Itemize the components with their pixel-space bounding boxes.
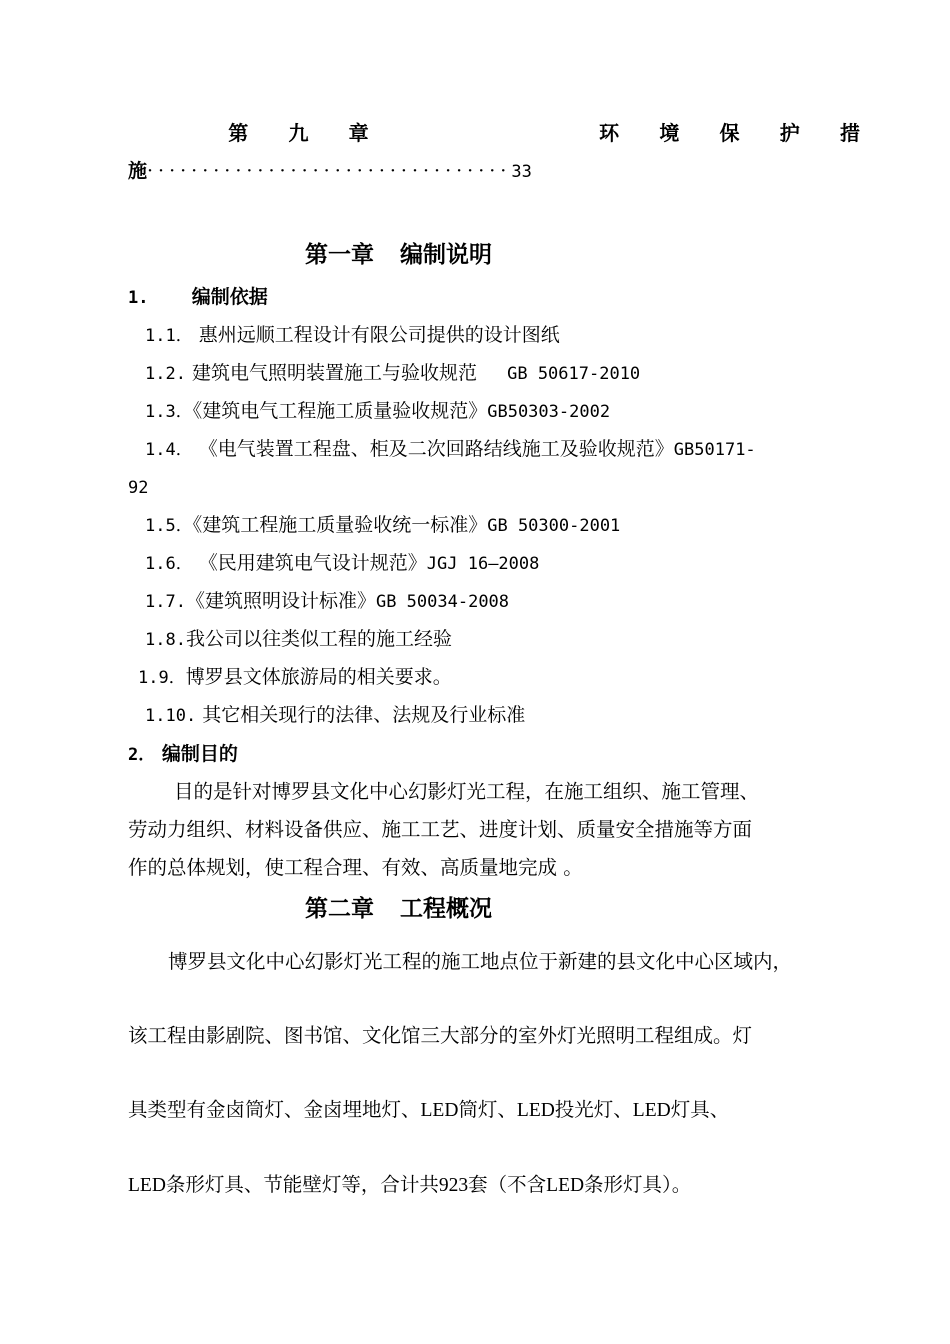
toc-entry-line2 bbox=[128, 158, 532, 185]
overview-line-2: 该工程由影剧院、图书馆、文化馆三大部分的室外灯光照明工程组成。灯 bbox=[128, 1026, 753, 1047]
section-1-heading bbox=[128, 284, 268, 311]
chapter-1-title bbox=[305, 240, 492, 270]
basis-item-1-2: 1.2. 建筑电气照明装置施工与验收规范 GB 50617-2010 bbox=[145, 362, 641, 384]
toc-char: 环 bbox=[599, 121, 620, 145]
toc-char: 保 bbox=[719, 121, 740, 145]
basis-item-1-4-continued: 92 bbox=[128, 478, 149, 498]
toc-char: 第 bbox=[228, 121, 249, 145]
basis-item-1-5: 1.5．《建筑工程施工质量验收统一标准》GB 50300-2001 bbox=[145, 514, 621, 536]
toc-entry-chapter9 bbox=[128, 120, 860, 146]
toc-char: 九 bbox=[288, 121, 309, 145]
chapter-number: 第二章 bbox=[305, 895, 374, 922]
paragraph-line: 劳动力组织、材料设备供应、施工工艺、进度计划、质量安全措施等方面 bbox=[128, 818, 753, 841]
basis-item-1-8: 1.8.我公司以往类似工程的施工经验 bbox=[145, 628, 452, 650]
toc-char: 境 bbox=[659, 121, 680, 145]
basis-item-1-6: 1.6． 《民用建筑电气设计规范》JGJ 16—2008 bbox=[145, 552, 540, 574]
chapter-name: 工程概况 bbox=[400, 895, 492, 922]
toc-dot-leader: ································· bbox=[147, 160, 512, 182]
toc-head-char: 施 bbox=[128, 160, 148, 182]
toc-page-number: 33 bbox=[511, 162, 532, 182]
section-title: 编制依据 bbox=[191, 286, 268, 308]
paragraph-line: 目的是针对博罗县文化中心幻影灯光工程，在施工组织、施工管理、 bbox=[174, 780, 760, 803]
section-title: 编制目的 bbox=[161, 743, 238, 765]
toc-char: 章 bbox=[348, 121, 369, 145]
basis-item-1-4: 1.4． 《电气装置工程盘、柜及二次回路结线施工及验收规范》GB50171- bbox=[145, 438, 756, 460]
paragraph-line: 作的总体规划，使工程合理、有效、高质量地完成 。 bbox=[128, 856, 583, 879]
toc-char: 护 bbox=[779, 121, 800, 145]
overview-line-1: 博罗县文化中心幻影灯光工程的施工地点位于新建的县文化中心区域内， bbox=[168, 952, 793, 973]
basis-item-1-3: 1.3．《建筑电气工程施工质量验收规范》GB50303-2002 bbox=[145, 400, 611, 422]
section-number: 1. bbox=[128, 288, 149, 308]
basis-item-1-1: 1.1． 惠州远顺工程设计有限公司提供的设计图纸 bbox=[145, 324, 560, 346]
section-2-heading bbox=[128, 741, 238, 768]
basis-item-1-7: 1.7.《建筑照明设计标准》GB 50034-2008 bbox=[145, 590, 510, 612]
basis-item-1-9: 1.9．博罗县文体旅游局的相关要求。 bbox=[138, 666, 452, 688]
chapter-number: 第一章 bbox=[305, 241, 374, 268]
overview-line-3: 具类型有金卤筒灯、金卤埋地灯、LED筒灯、LED投光灯、LED灯具、 bbox=[128, 1100, 730, 1121]
chapter-name: 编制说明 bbox=[400, 241, 492, 268]
chapter-2-title bbox=[305, 894, 492, 924]
section-number: 2． bbox=[128, 745, 156, 765]
toc-char: 措 bbox=[839, 121, 860, 145]
basis-item-1-10: 1.10. 其它相关现行的法律、法规及行业标准 bbox=[145, 704, 526, 726]
purpose-paragraph bbox=[128, 773, 862, 887]
overview-line-4: LED条形灯具、节能壁灯等，合计共923套（不含LED条形灯具）。 bbox=[128, 1175, 692, 1196]
